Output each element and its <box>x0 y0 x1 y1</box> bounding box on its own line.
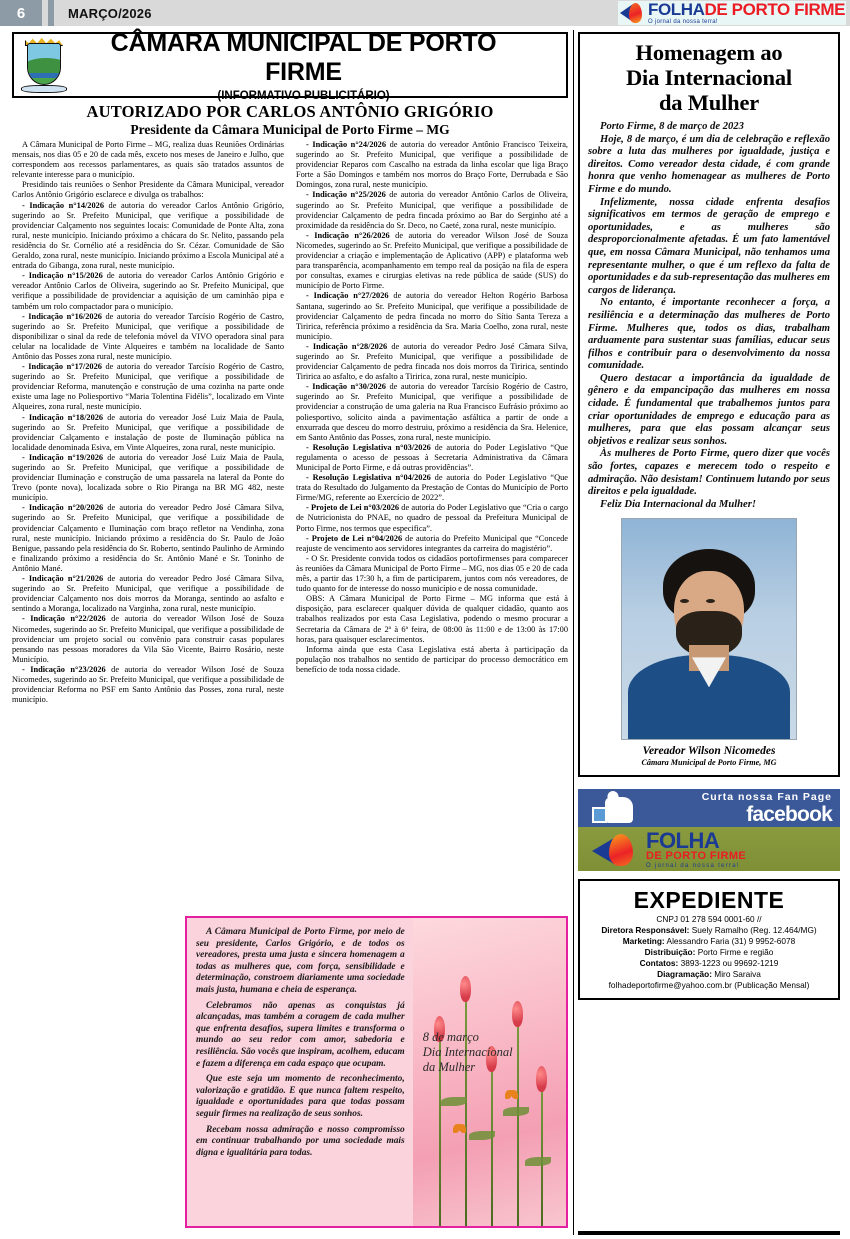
body-paragraph: Informa ainda que esta Casa Legislativa está aberta à participação da população nos trabalhos no sentido de participar do processo democrático em benefício de toda nossa cidade. <box>296 644 568 674</box>
camara-title: CÂMARA MUNICIPAL DE PORTO FIRME <box>110 28 497 86</box>
facebook-ad-banner[interactable] <box>578 789 840 827</box>
folha-logo-banner <box>578 827 840 871</box>
body-paragraph: - Indicação n°18/2026 de autoria do vereador José Luiz Maia de Paula, sugerindo ao Sr. Prefeito Municipal, que verifique a possibilidade de providenciar Calçamento e instalação de poste de Iluminação pública na localidade denominada Esiva, em Vinte Alqueires, zona rural, neste município. <box>12 412 284 452</box>
homage-date-line3: da Mulher <box>422 1060 476 1074</box>
article-body <box>588 121 830 511</box>
body-paragraph: - Indicação n°17/2026 de autoria do vereador Tarcísio Rogério de Castro, sugerindo ao Sr. Prefeito Municipal, que verifique a possibilidade de providenciar Reforma, manutenção e construção de uma cozinha na parte onde existe uma lage no Poliesportivo “Maria Tolentina Fidélis”, localizado em Vinte Alqueires, zona rural, neste município. <box>12 362 285 412</box>
expediente-diretora-label: Diretora Responsável: <box>601 925 690 936</box>
expediente-contatos-value: 3893-1223 ou 99692-1219 <box>678 958 779 969</box>
camara-titles <box>71 29 566 102</box>
expediente-contatos <box>586 958 832 969</box>
expediente-contatos-label: Contatos: <box>639 958 679 969</box>
homage-paragraph: Recebam nossa admiração e nosso compromisso em continuar trabalhando por uma sociedade mais digna e igualitária para todas. <box>196 1124 405 1158</box>
body-paragraph: - Indicação n°16/2026 de autoria do vereador Tarcísio Rogério de Castro, sugerindo ao Sr. Prefeito Municipal, que verifique a possibilidade de disponibilizar o sinal da rede de telefonia móvel da VIVO operadora sinal para celular na localidade de Vinte Alqueires e também na localidade de Santo Antônio das Posses zona rural, neste município. <box>12 311 285 361</box>
homage-date-line2: Dia Internacional <box>422 1045 513 1059</box>
article-title <box>588 40 830 115</box>
paragraph-lead: - Indicação n°26/2026 <box>306 230 390 240</box>
article-title-line2: Dia Internacional <box>626 65 792 90</box>
expediente-box <box>578 879 840 1000</box>
expediente-diretora-value: Suely Ramalho (Reg. 12.464/MG) <box>689 925 817 936</box>
homage-pink-box <box>185 916 568 1228</box>
paragraph-lead: - Indicação n°21/2026 <box>22 574 104 584</box>
article-paragraph: Quero destacar a importância da igualdade de gênero e da empancipação das mulheres em nossa cidade. É fundamental que trabalhemos juntos para criar oportunidades de emprego e educação para as mulheres, para que elas possam alcançar seus objetivos e realizar seus sonhos. <box>588 372 830 447</box>
body-paragraph: - Indicação n°19/2026 de autoria do vereador José Luiz Maia de Paula, sugerindo ao Sr. Prefeito Municipal, que verifique a possibilidade de providenciar Iluminação e construção de uma passarela na lateral da Ponte do Trevo (ponte nova), localizada sobre o Rio Piranga na BR MG 482, neste município. <box>12 452 284 503</box>
portrait-wrapper <box>588 518 830 740</box>
expediente-distribuicao-label: Distribuição: <box>644 947 696 958</box>
body-paragraph: - Indicação n°30/2026 de autoria do vereador Tarcísio Rogério de Castro, sugerindo ao Sr. Prefeito Municipal, que verifique a possibilidade de providenciar a construção de uma galeria na Rua Francisco Eufrásio próximo ao poliesportivo, solicito ainda a pavimentação asfáltica a partir de onde a enxurrada que desceu do morro destruiu, próximo a residência da Sra. Helenice, em Santo Antônio das Posses, zona rural, neste município. <box>296 382 569 442</box>
facebook-ad-words <box>702 792 832 825</box>
photo-caption-role: Câmara Municipal de Porto Firme, MG <box>641 758 777 768</box>
logo-word-folha: FOLHA <box>648 1 705 19</box>
logo-tagline: O jornal da nossa terra! <box>648 19 718 25</box>
paragraph-lead: - Projeto de Lei n°03/2026 <box>306 503 400 513</box>
sidebar-column <box>578 32 840 1000</box>
article-paragraph: Feliz Dia Internacional da Mulher! <box>600 498 756 510</box>
body-paragraph: - Indicação n°27/2026 de autoria do vereador Helton Rogério Barbosa Santana, sugerindo ao Sr. Prefeito Municipal, que verifique a possibilidade de providenciar Calçamento de pedra fincada no morro do Sítio Santa Tereza a Tiririca, referência próximo a residência da Sra. Maria Coelho, zona rural, neste município. <box>296 291 569 341</box>
folha-tagline: O jornal da nossa terra! <box>646 862 740 869</box>
article-title-line3: da Mulher <box>658 90 760 115</box>
expediente-title: EXPEDIENTE <box>633 887 785 914</box>
article-paragraph: Hoje, 8 de março, é um dia de celebração e reflexão sobre a luta das mulheres por igualdade, justiça e direitos. Como vereador desta cidade, é com grande honra que venho homenagear as mulheres de Porto Firme e do mundo. <box>588 133 830 195</box>
paragraph-lead: - Indicação n°24/2026 <box>306 140 387 149</box>
body-paragraph: - Indicação n°21/2026 de autoria do vereador Pedro José Câmara Silva, sugerindo ao Sr. Prefeito Municipal, que verifique a possibilidade de providenciar Calçamento nos dois morros da Moranga, sentindo ao asfalto e sentindo a Moranga, localizado na Varginha, zona rural, neste município. <box>12 574 284 614</box>
homage-date-line1: 8 de março <box>422 1030 479 1044</box>
paragraph-lead: - Indicação n°22/2026 <box>22 614 106 624</box>
paragraph-lead: - Resolução Legislativa n°04/2026 <box>306 473 431 483</box>
facebook-ad[interactable] <box>578 789 840 871</box>
paragraph-lead: - Indicação n°25/2026 <box>306 190 386 200</box>
page-number: 6 <box>0 0 42 26</box>
body-paragraph: - Indicação n°24/2026 de autoria do vereador Antônio Francisco Teixeira, sugerindo ao Sr. Prefeito Municipal, que verifique a possibilidade de providenciar Reparos com Cascalho na estrada da linha escolar que liga Braço Forte a São Domingos e também nos morros do Braço Forte, Derrubada e São Domingos, zona rural, neste município. <box>296 140 568 190</box>
article-paragraph: Porto Firme, 8 de março de 2023 <box>600 121 744 132</box>
body-paragraph: - Indicação n°28/2026 de autoria do vereador Pedro José Câmara Silva, sugerindo ao Sr. Prefeito Municipal, que verifique a possibilidade de providenciar Calçamento de pedra fincada nos dois morros da Tiririca, sentindo Tiririca ao asfalto, e do asfalto a Tiririca, zona rural, neste município. <box>296 341 568 382</box>
folha-logo-words <box>646 827 747 869</box>
paragraph-lead: - Indicação n°18/2026 <box>22 412 104 422</box>
body-paragraph: - Projeto de Lei n°04/2026 de autoria do Prefeito Municipal que “Concede reajuste de vencimento aos servidores integrantes da carreira do magistério”. <box>296 533 568 553</box>
masthead-logo <box>618 1 846 25</box>
body-columns <box>12 140 568 912</box>
expediente-diagramacao-label: Diagramação: <box>657 969 712 980</box>
paragraph-lead: - Indicação n°23/2026 <box>22 664 106 674</box>
folha-word: FOLHA <box>646 827 720 853</box>
homage-illustration <box>413 918 566 1226</box>
expediente-distribuicao-value: Porto Firme e região <box>695 947 774 958</box>
paragraph-lead: - Indicação n°19/2026 <box>22 452 104 462</box>
paragraph-lead: - Indicação n°15/2026 <box>22 271 103 281</box>
butterfly-icon <box>505 1090 518 1100</box>
issue-date: MARÇO/2026 <box>68 5 152 21</box>
paragraph-lead: - Indicação n°27/2026 <box>306 291 389 301</box>
body-paragraph: - Indicação n°22/2026 de autoria do vereador Wilson José de Souza Nicomedes, sugerindo ao Sr. Prefeito Municipal, que verifique a possibilidade de providenciar um projeto social ou convênio para construir casas populares pensando nas pessoas moradores da Vila São Vicente, Bairro Rosário, neste Município. <box>12 614 284 664</box>
expediente-marketing-value: Alessandro Faria (31) 9 9952-6078 <box>664 936 796 947</box>
camara-header-box <box>12 28 568 102</box>
masthead-logo-words <box>648 1 845 25</box>
expediente-diretora <box>586 925 832 936</box>
body-paragraph: Presidindo tais reuniões o Senhor Presidente da Câmara Municipal, vereador Carlos Antônio Grigório esclarece e divulga os trabalhos: <box>12 180 284 200</box>
body-paragraph: - Resolução Legislativa n°03/2026 de autoria do Poder Legislativo “Que regulamenta o acesso de pessoas à Secretaria Administrativa da Câmara Municipal de Porto Firme, e dá outras providências”. <box>296 442 568 472</box>
body-paragraph: - Indicação n°20/2026 de autoria do vereador Pedro José Câmara Silva, sugerindo ao Sr. Prefeito Municipal, que verifique a possibilidade de providenciar Calçamento e Iluminação com braço refletor na Vendinha, zona rural, neste município. Iniciando próximo a residência do Sr. Paulo de João Benigue, passando pela residência do Sr. Roberto, sentindo Paulinho de Armindo e finalizando próximo a residência do Sr. Antônio Mané e Sr. Toninho de Antônio Mané. <box>12 503 284 573</box>
body-paragraph: - Indicação n°14/2026 de autoria do vereador Carlos Antônio Grigório, sugerindo ao Sr. Prefeito Municipal, que verifique a possibilidade de providenciar Calçamento nos seguintes locais: Comunidade de Ponte Alta, zona rural, neste município. Iniciando próximo a chácara do Sr. Nelito, passando pela residência do Sr. Cornélio até a residência do Sr. Cézar. Comunidade de São Geraldo, zona rural, neste município. Iniciando próximo a Escola Municipal até a entrada do Gibanga, zona rural, neste município. <box>12 200 285 271</box>
paragraph-lead: - Indicação n°28/2026 <box>306 341 388 351</box>
body-column-left <box>12 140 284 912</box>
expediente-diagramacao-value: Miro Saraiva <box>712 969 761 980</box>
photo-caption <box>588 745 830 767</box>
photo-caption-name: Vereador Wilson Nicomedes <box>642 745 776 758</box>
vereador-photo <box>621 518 797 740</box>
body-paragraph: - Indicação n°15/2026 de autoria do vereador Carlos Antônio Grigório e vereador Antônio Carlos de Oliveira, sugerindo ao Sr. Prefeito Municipal, que verifique a possibilidade de providenciar a aquisição de um caminhão pipa e também um rolo compactador para o município. <box>12 271 284 311</box>
body-paragraph: A Câmara Municipal de Porto Firme – MG, realiza duas Reuniões Ordinárias mensais, nos dias 05 e 20 de cada mês, exceto nos meses de Janeiro e Julho, que correspondem aos recessos parlamentares, as quais são tratados assuntos de relevante interesse para o município. <box>12 140 284 180</box>
paragraph-lead: - Projeto de Lei n°04/2026 <box>306 533 403 543</box>
expediente-diagramacao <box>586 969 832 980</box>
body-column-right <box>296 140 568 912</box>
paragraph-lead: - Indicação n°30/2026 <box>306 382 386 392</box>
body-paragraph: - Resolução Legislativa n°04/2026 de autoria do Poder Legislativo “Que trata do Resultado do Julgamento da Prestação de Contas do Município de Porto Firme/MG, referente ao Exercício de 2022”. <box>296 473 568 503</box>
article-paragraph: Às mulheres de Porto Firme, quero dizer que vocês são fortes, capazes e merecem todo o respeito e admiração. Não desistam! Continuem lutando por seus direitos e pela igualdade. <box>588 448 830 498</box>
homage-paragraph: A Câmara Municipal de Porto Firme, por meio de seu presidente, Carlos Grigório, e de todos os vereadores, presta uma justa e sincera homenagem a todas as mulheres que, com força, sensibilidade e determinação, constroem diariamente uma sociedade mais justa, humana e cheia de esperança. <box>196 927 405 995</box>
body-paragraph: - Indicação n°25/2026 de autoria do vereador Antônio Carlos de Oliveira, sugerindo ao Sr. Prefeito Municipal, que verifique a possibilidade de providenciar Calçamento de pedra fincada próximo ao Bar do Serginho até a proximidade da residência do Sr. Deco, no Caeté, zona rural, neste município. <box>296 190 568 230</box>
butterfly-icon <box>453 1124 466 1134</box>
article-box <box>578 32 840 777</box>
homage-paragraph: Que este seja um momento de reconhecimento, valorização e gratidão. E que nunca faltem respeito, igualdade e oportunidades para que todas possam seguir firmes na realização de seus sonhos. <box>196 1074 405 1119</box>
flame-logo-icon <box>592 832 642 866</box>
body-paragraph: - O Sr. Presidente convida todos os cidadãos portofirmenses para comparecer às reuniões da Câmara Municipal de Porto Firme – MG, nos dias 05 e 20 de cada mês, a partir das 17:30 h, a fim de participarem, juntos com nós vereadores, de tudo quanto for de interesse do nosso município e de nossa comunidade. <box>296 553 568 594</box>
body-paragraph: - Indicação n°23/2026 de autoria do vereador Wilson José de Souza Nicomedes, sugerindo ao Sr. Prefeito Municipal, que verifique a possibilidade de providenciar Reforma no PSF em Santo Antônio das Posses, zona rural, neste município. <box>12 664 284 705</box>
facebook-brand: facebook <box>746 802 832 826</box>
de-porto-firme-word: DE PORTO FIRME <box>646 849 747 862</box>
homage-paragraph: Celebramos não apenas as conquistas já alcançadas, mas também a coragem de cada mulher que enfrenta desafios, supera limites e transforma o mundo ao seu redor com amor, sabedoria e resiliência. São vocês que inspiram, acolhem, educam e fazem a diferença em cada espaço que ocupam. <box>196 1000 405 1069</box>
paragraph-lead: - Indicação n°20/2026 <box>22 503 104 513</box>
body-paragraph: OBS: A Câmara Municipal de Porto Firme – MG informa que está à disposição, para esclarecer qualquer dúvida de qualquer cidadão, quanto aos trabalhos realizados por esta Casa Legislativa, podendo o mesmo procurar a Secretaria da Câmara de 2ª à 6ª feira, de 08:00 às 11:00 e de 13:00 às 17:00 horas, para quaisquer esclarecimentos. <box>296 594 568 644</box>
homage-text <box>187 918 413 1226</box>
expediente-cnpj: CNPJ 01 278 594 0001-60 // <box>656 914 762 925</box>
body-paragraph: - Projeto de Lei n°03/2026 de autoria do Poder Legislativo que “Cria o cargo de Nutricionista do PNAE, no quadro de pessoal da Prefeitura Municipal de Porto Firme, nos termos que especifica”. <box>296 503 568 533</box>
article-title-line1: Homenagem ao <box>635 40 783 65</box>
coat-of-arms-icon <box>19 37 71 93</box>
authorization-block <box>12 102 568 138</box>
article-paragraph: No entanto, é importante reconhecer a força, a resiliência e a determinação das mulheres de Porto Firme. Mulheres que, todos os dias, trabalham arduamente para sustentar suas famílias, educar seus filhos e contribuir para o desenvolvimento da nossa comunidade. <box>588 297 830 372</box>
paragraph-lead: - Indicação n°16/2026 <box>22 311 102 321</box>
president-line: Presidente da Câmara Municipal de Porto Firme – MG <box>130 122 450 137</box>
paragraph-lead: - Indicação n°14/2026 <box>22 200 104 210</box>
body-paragraph: - Indicação n°26/2026 de autoria do vereador Wilson José de Souza Nicomedes, sugerindo ao Sr. Prefeito Municipal, que verifique a possibilidade de providenciar a criação e implementação de Aplicativo (APP) e plataforma web para transparência, acompanhamento em tempo real da posição na fila de espera por consultas, exames e cirurgias eletivas na rede pública de saúde (SUS) do município de Porto Firme. <box>296 230 568 291</box>
paragraph-lead: - Resolução Legislativa n°03/2026 <box>306 442 431 452</box>
authorized-by-line: AUTORIZADO POR CARLOS ANTÔNIO GRIGÓRIO <box>86 102 494 121</box>
expediente-distribuicao <box>586 947 832 958</box>
expediente-email: folhadeportofirme@yahoo.com.br (Publicação Mensal) <box>608 980 810 991</box>
article-paragraph: Infelizmente, nossa cidade enfrenta desafios significativos em termos de geração de emprego e oportunidades, e as mulheres são desproporcionalmente afetadas. É um fato lamentável que, em nossa Câmara Municipal, não tenhamos uma representante mulher, o que é um reflexo da falta de oportunidades e da sub-representação das mulheres em cargos de liderança. <box>588 196 830 296</box>
camara-subtitle: (INFORMATIVO PUBLICITÁRIO) <box>217 89 390 102</box>
expediente-marketing <box>586 936 832 947</box>
logo-word-de-porto-firme: DE PORTO FIRME <box>704 1 846 19</box>
paragraph-lead: - Indicação n°17/2026 <box>22 362 102 372</box>
facebook-curta-text: Curta nossa Fan Page <box>701 791 832 804</box>
thumbs-up-icon <box>592 793 634 823</box>
expediente-marketing-label: Marketing: <box>622 936 665 947</box>
column-divider <box>573 30 574 1235</box>
bottom-rule <box>578 1231 840 1235</box>
flame-logo-icon <box>620 2 646 24</box>
homage-date-text <box>423 1030 513 1075</box>
